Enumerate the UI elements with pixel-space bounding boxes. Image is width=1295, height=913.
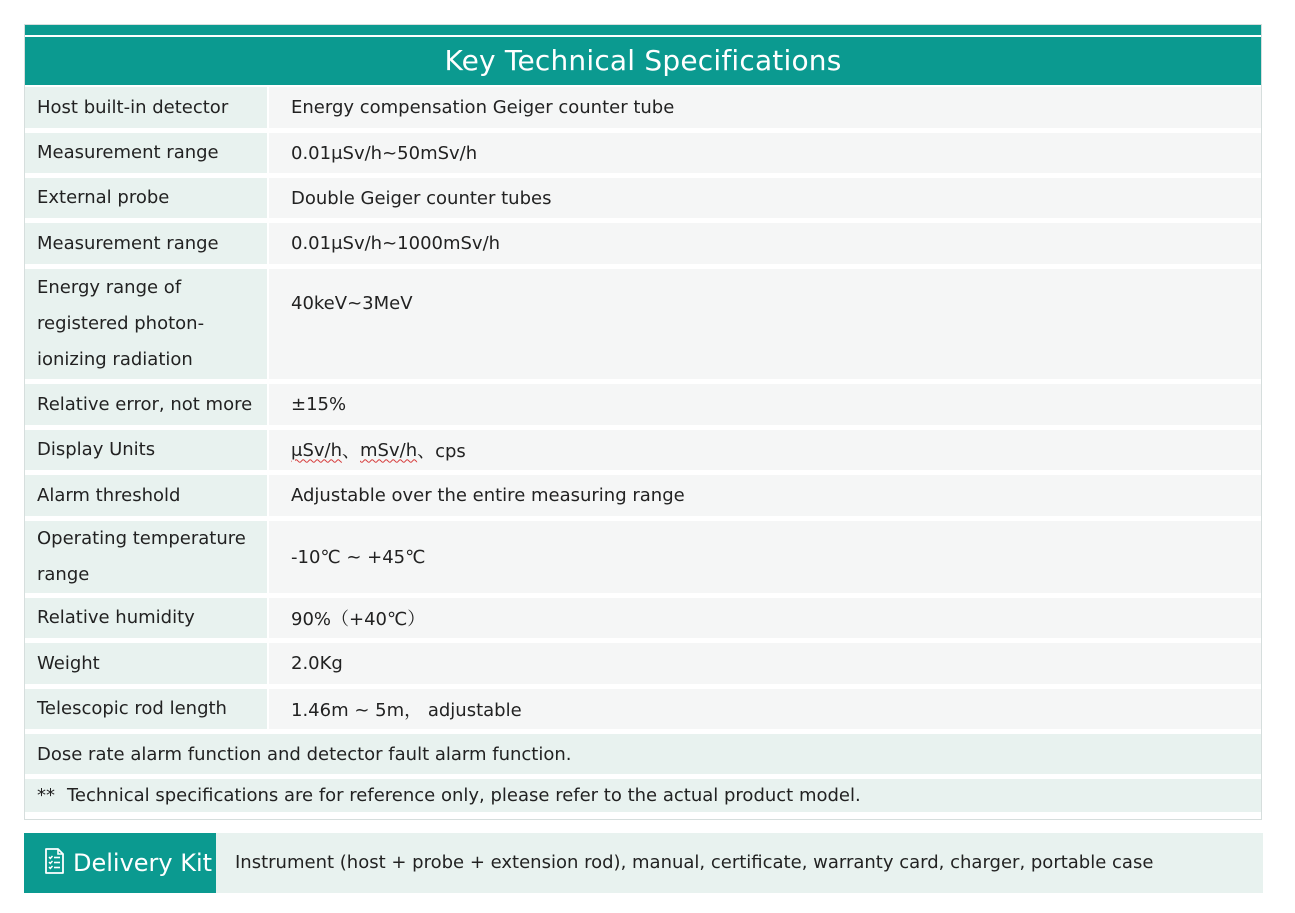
unit-cps: 、cps bbox=[417, 441, 466, 462]
unit-usv-h: μSv/h bbox=[291, 439, 343, 461]
spec-label bbox=[25, 521, 267, 593]
spec-label-line: range bbox=[37, 564, 90, 585]
spec-label bbox=[25, 269, 267, 379]
spec-label-line: Measurement range bbox=[37, 232, 219, 254]
spec-label-line: Telescopic rod length bbox=[37, 698, 227, 719]
spec-row-relative-humidity bbox=[25, 598, 1261, 638]
spec-row-host-built-in-detector bbox=[25, 87, 1261, 128]
spec-label bbox=[25, 133, 267, 173]
spec-row-telescopic-rod-length bbox=[25, 689, 1261, 729]
delivery-kit-bar bbox=[24, 833, 1263, 893]
delivery-kit-title: Delivery Kit bbox=[73, 849, 213, 877]
specifications-rows bbox=[25, 87, 1261, 812]
spec-label bbox=[25, 643, 267, 684]
top-divider bbox=[25, 35, 1261, 36]
spec-value: -10℃ ~ +45℃ bbox=[269, 521, 1261, 593]
spec-label bbox=[25, 178, 267, 218]
spec-label bbox=[25, 598, 267, 638]
spec-label-line: Energy range of bbox=[37, 277, 182, 298]
spec-row-operating-temperature bbox=[25, 521, 1261, 593]
spec-row-display-units bbox=[25, 430, 1261, 470]
spec-value: 2.0Kg bbox=[269, 643, 1261, 684]
spec-label bbox=[25, 384, 267, 425]
feature-note-text: Dose rate alarm function and detector fault alarm function. bbox=[37, 743, 572, 765]
spec-label bbox=[25, 87, 267, 128]
spec-label-line: ionizing radiation bbox=[37, 349, 193, 370]
spec-label-line: Host built-in detector bbox=[37, 96, 229, 118]
spec-label bbox=[25, 475, 267, 516]
unit-separator: 、 bbox=[342, 441, 361, 462]
unit-msv-h: mSv/h bbox=[360, 439, 418, 461]
disclaimer-text: Technical specifications are for reference only, please refer to the actual product model. bbox=[67, 785, 861, 806]
spec-row-external-probe bbox=[25, 178, 1261, 218]
spec-label-line: Relative error, not more bbox=[37, 393, 253, 415]
spec-value: 0.01μSv/h~1000mSv/h bbox=[269, 223, 1261, 264]
spec-label-line: External probe bbox=[37, 187, 170, 208]
spec-label-line: Alarm threshold bbox=[37, 484, 181, 506]
delivery-kit-header bbox=[24, 833, 216, 893]
spec-label-line: Display Units bbox=[37, 439, 156, 460]
spec-label bbox=[25, 689, 267, 729]
spec-value bbox=[269, 430, 1261, 470]
spec-value: Double Geiger counter tubes bbox=[269, 178, 1261, 218]
spec-value: 40keV~3MeV bbox=[269, 269, 1261, 379]
spec-label-line: Relative humidity bbox=[37, 607, 195, 628]
spec-row-probe-measurement-range bbox=[25, 223, 1261, 264]
spec-row-weight bbox=[25, 643, 1261, 684]
delivery-kit-contents: Instrument (host + probe + extension rod), manual, certificate, warranty card, charger, portable case bbox=[235, 852, 1154, 873]
spec-row-alarm-threshold bbox=[25, 475, 1261, 516]
feature-note bbox=[25, 734, 1261, 774]
specifications-title: Key Technical Specifications bbox=[25, 37, 1261, 85]
spec-label bbox=[25, 223, 267, 264]
spec-row-relative-error bbox=[25, 384, 1261, 425]
spec-value: 1.46m ~ 5m， adjustable bbox=[269, 689, 1261, 729]
spec-label-line: Measurement range bbox=[37, 142, 219, 163]
spec-value: 0.01μSv/h~50mSv/h bbox=[269, 133, 1261, 173]
top-accent-bar bbox=[25, 25, 1261, 35]
disclaimer-marker: ** bbox=[37, 785, 55, 806]
spec-value: ±15% bbox=[269, 384, 1261, 425]
clipboard-list-icon bbox=[41, 846, 67, 880]
spec-value: Adjustable over the entire measuring range bbox=[269, 475, 1261, 516]
spec-value: Energy compensation Geiger counter tube bbox=[269, 87, 1261, 128]
specifications-table bbox=[24, 24, 1262, 820]
disclaimer-note bbox=[25, 779, 1261, 812]
spec-row-measurement-range bbox=[25, 133, 1261, 173]
spec-value: 90%（+40℃） bbox=[269, 598, 1261, 638]
spec-label-line: Weight bbox=[37, 652, 100, 674]
spec-label-line: Operating temperature bbox=[37, 528, 246, 549]
spec-label bbox=[25, 430, 267, 470]
spec-label-line: registered photon- bbox=[37, 313, 205, 334]
spec-row-energy-range bbox=[25, 269, 1261, 379]
